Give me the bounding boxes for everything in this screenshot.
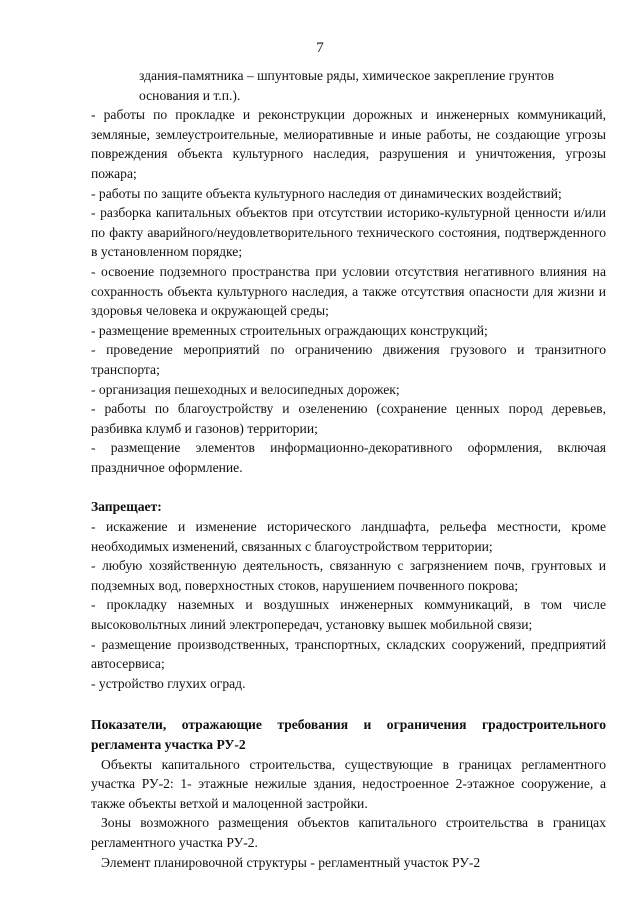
intro-line-2: основания и т.п.). bbox=[139, 87, 241, 103]
indicators-paragraph: Зоны возможного размещения объектов капитального строительства в границах регламентного участка РУ-2. bbox=[91, 815, 606, 850]
prohibited-item: - прокладку наземных и воздушных инженерных коммуникаций, в том числе высоковольтных линий электропередач, установку вышек мобильной связи; bbox=[91, 597, 606, 633]
allowed-item: - размещение элементов информационно-декоративного оформления, включая праздничное оформление. bbox=[91, 440, 606, 475]
prohibited-item: - искажение и изменение исторического ландшафта, рельефа местности, кроме необходимых изменений, связанных с благоустройством территории; bbox=[91, 519, 606, 554]
allowed-item: - организация пешеходных и велосипедных дорожек; bbox=[91, 381, 400, 397]
document-body bbox=[91, 66, 606, 872]
spacer bbox=[91, 477, 606, 497]
allowed-item: - освоение подземного пространства при условии отсутствия негативного влияния на сохранность объекта культурного наследия, а также отсутствия опасности для жизни и здоровья человека и окружающей среды; bbox=[91, 263, 606, 319]
prohibited-item: - любую хозяйственную деятельность, связанную с загрязнением почв, грунтовых и подземных вод, поверхностных стоков, нарушением почвенного покрова; bbox=[91, 558, 606, 593]
allowed-item: - размещение временных строительных ограждающих конструкций; bbox=[91, 322, 488, 338]
intro-line-1: здания-памятника – шпунтовые ряды, химическое закрепление грунтов bbox=[139, 68, 554, 83]
allowed-item: - работы по прокладке и реконструкции дорожных и инженерных коммуникаций, земляные, землеустроительные, мелиоративные и иные работы, не создающие угрозы повреждения объекта культурного наследия, разрушения и уничтожения, угрозы пожара; bbox=[91, 107, 606, 181]
page-number: 7 bbox=[316, 40, 324, 56]
prohibited-item: - размещение производственных, транспортных, складских сооружений, предприятий автосервиса; bbox=[91, 636, 606, 672]
indicators-paragraph: Объекты капитального строительства, существующие в границах регламентного участка РУ-2: 1- этажные нежилые здания, недостроенное 2-этажное сооружение, а также объекты ветхой и малоценной застройки. bbox=[91, 756, 606, 811]
allowed-item: - проведение мероприятий по ограничению движения грузового и транзитного транспорта; bbox=[91, 342, 606, 377]
spacer bbox=[91, 693, 606, 715]
prohibits-heading: Запрещает: bbox=[91, 499, 162, 515]
allowed-item: - разборка капитальных объектов при отсутствии историко-культурной ценности и/или по факту аварийного/неудовлетворительного технического состояния, подтвержденного в установленном порядке; bbox=[91, 205, 606, 260]
indicators-paragraph: Элемент планировочной структуры - регламентный участок РУ-2 bbox=[101, 854, 481, 870]
allowed-item: - работы по защите объекта культурного наследия от динамических воздействий; bbox=[91, 185, 562, 201]
indicators-heading: Показатели, отражающие требования и ограничения градостроительного регламента участка РУ-2 bbox=[91, 717, 606, 752]
prohibited-item: - устройство глухих оград. bbox=[91, 675, 246, 691]
allowed-item: - работы по благоустройству и озеленению (сохранение ценных пород деревьев, разбивка клумб и газонов) территории; bbox=[91, 401, 606, 436]
